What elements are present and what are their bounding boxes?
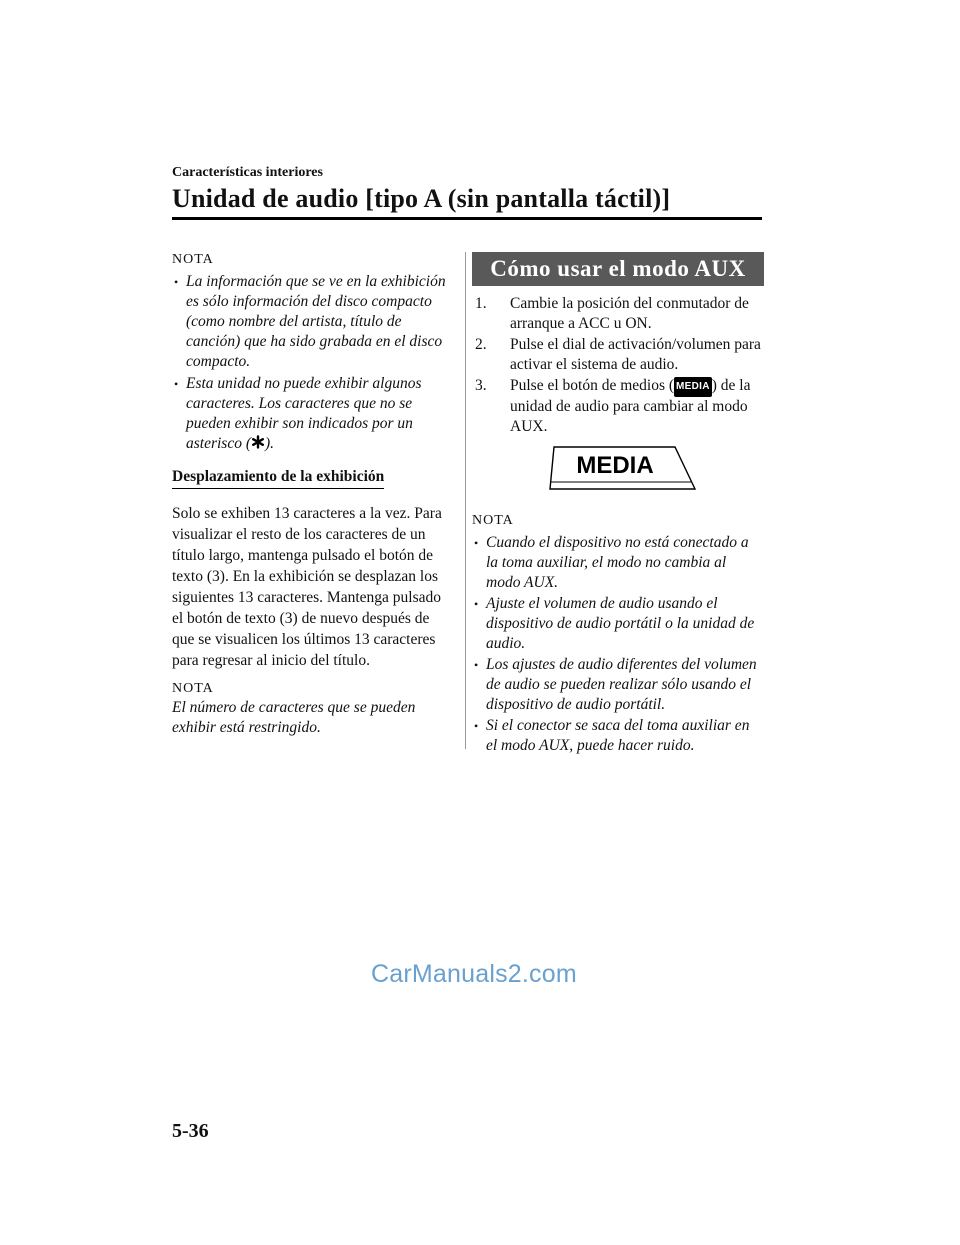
nota-label: NOTA [172, 681, 214, 696]
left-column [172, 252, 452, 738]
media-figure-label: MEDIA [576, 452, 654, 479]
section-banner: Cómo usar el modo AUX [472, 252, 764, 286]
asterisk-icon [251, 435, 265, 449]
media-button-icon: MEDIA [674, 377, 712, 397]
nota-bullet-list [172, 272, 452, 454]
bullet-text: Esta unidad no puede exhibir algunos caracteres. Los caracteres que no se pueden exhibir son indicados por un asterisco ( [186, 375, 422, 452]
chapter-title: Unidad de audio [tipo A (sin pantalla táctil)] [172, 184, 671, 213]
step-item: 3. Pulse el botón de medios ( MEDIA ) de la unidad de audio para cambiar al modo AUX. [475, 377, 751, 435]
list-item: • Si el conector se saca del toma auxiliar en el modo AUX, puede hacer ruido. [474, 717, 750, 754]
list-item: • Esta unidad no puede exhibir algunos caracteres. Los caracteres que no se pueden exhibir son indicados por un asterisco ( ). [174, 375, 422, 452]
steps-list [472, 294, 764, 437]
media-button-illustration [549, 442, 699, 492]
step-item: 1. Cambie la posición del conmutador de arranque a ACC u ON. [475, 295, 749, 332]
body-paragraph: Solo se exhiben 13 caracteres a la vez. Para visualizar el resto de los caracteres de un título largo, mantenga pulsado el botón de texto (3). En la exhibición se desplazan los siguientes 13 caracteres. Mantenga pulsado el botón de texto (3) de nuevo después de que se visualicen los últimos 13 caracteres para regresar al inicio del título. [172, 505, 442, 669]
list-item: • La información que se ve en la exhibición es sólo información del disco compacto (como nombre del artista, título de canción) que ha sido grabada en el disco compacto. [174, 273, 446, 370]
bullet-text: La información que se ve en la exhibición es sólo información del disco compacto (como nombre del artista, título de canción) que ha sido grabada en el disco compacto. [186, 273, 446, 370]
column-divider [465, 252, 466, 749]
watermark-link[interactable]: CarManuals2.com [371, 960, 577, 988]
bullet-text-end: ). [265, 435, 275, 452]
nota-text: El número de caracteres que se pueden exhibir está restringido. [172, 699, 416, 736]
step-item: 2. Pulse el dial de activación/volumen para activar el sistema de audio. [475, 336, 761, 373]
list-item: • Cuando el dispositivo no está conectado a la toma auxiliar, el modo no cambia al modo AUX. [474, 534, 749, 591]
nota-label: NOTA [472, 513, 514, 528]
right-column [472, 252, 764, 757]
header-rule [172, 217, 762, 220]
subheading: Desplazamiento de la exhibición [172, 468, 384, 489]
nota-label: NOTA [172, 252, 214, 267]
page-number: 5-36 [172, 1120, 209, 1142]
list-item: • Los ajustes de audio diferentes del volumen de audio se pueden realizar sólo usando el dispositivo de audio portátil. [474, 656, 757, 713]
section-label: Características interiores [172, 165, 323, 180]
nota-bullet-list [472, 533, 764, 756]
list-item: • Ajuste el volumen de audio usando el dispositivo de audio portátil o la unidad de audio. [474, 595, 755, 652]
